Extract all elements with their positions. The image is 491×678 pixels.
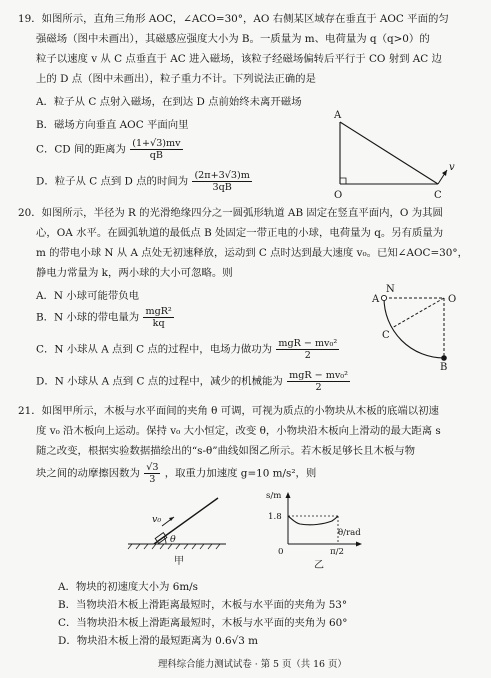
- q20-option-b: [36, 306, 175, 329]
- q20-label-c: C: [382, 330, 390, 341]
- q20-option-b-fraction: [143, 306, 173, 329]
- q21-tick-pi-2: π/2: [330, 547, 345, 557]
- q21-label-jia: 甲: [174, 556, 184, 567]
- frac-num: mgR²: [145, 306, 172, 317]
- frac-num: (1+√3)mv: [132, 138, 181, 149]
- frac-num: √3: [146, 462, 159, 473]
- q20-option-d-text: D．N 小球从 A 点到 C 点的过程中，减少的机械能为: [36, 375, 283, 388]
- q19-option-c-fraction: [130, 138, 182, 161]
- q21-line4: [36, 462, 316, 485]
- frac-den: kq: [152, 318, 165, 329]
- q21-option-c: C．当物块沿木板上滑距离最短时，木板与水平面的夹角为 60°: [58, 617, 348, 629]
- frac-num: mgR − mv₀²: [289, 370, 348, 381]
- q19-option-d-text: D．粒子从 C 点到 D 点的时间为: [36, 175, 189, 188]
- q21-line4-text-post: ，取重力加速度 g=10 m/s²，则: [164, 467, 317, 480]
- q19-label-c: C: [434, 190, 442, 201]
- page-footer: 理科综合能力测试试卷 · 第 5 页（共 16 页）: [158, 659, 347, 670]
- q20-option-b-text: B．N 小球的带电量为: [36, 311, 140, 324]
- q20-option-d: [36, 370, 351, 393]
- q21-axis-s-label: s/m: [266, 491, 282, 501]
- frac-den: 3: [149, 474, 156, 485]
- q19-option-c-text: C．CD 间的距离为: [36, 143, 126, 156]
- q21-option-b: B．当物块沿木板上滑距离最短时，木板与水平面的夹角为 53°: [58, 599, 348, 611]
- q20-label-o: O: [448, 294, 457, 305]
- q19-option-d: [36, 170, 253, 193]
- frac-num: mgR − mv₀²: [278, 338, 338, 349]
- q20-option-a: A．N 小球可能带负电: [36, 290, 140, 302]
- q20-option-c: [36, 338, 340, 361]
- q20-label-a: A: [372, 294, 380, 305]
- q21-label-yi: 乙: [314, 560, 324, 571]
- q20-label-n: N: [386, 284, 395, 295]
- q20-line4: 静电力常量为 k，两小球的大小可忽略。则: [36, 267, 233, 279]
- q21-incline-figure-jia: [126, 492, 230, 572]
- q21-tick-1-8: 1.8: [268, 512, 282, 522]
- frac-den: 2: [315, 382, 322, 393]
- q21-line3: 随之改变，根据实验数据描绘出的“s-θ”曲线如图乙所示。若木板足够长且木板与物: [36, 445, 416, 457]
- q21-label-v0: v₀: [152, 514, 162, 525]
- q21-option-a: A．物块的初速度大小为 6m/s: [58, 581, 199, 593]
- q19-line4: 上的 D 点（图中未画出），粒子重力不计。下列说法正确的是: [36, 73, 316, 85]
- q20-option-d-fraction: [287, 370, 350, 393]
- q21-line2: 度 v₀ 沿木板向上运动。保持 v₀ 大小恒定，改变 θ，小物块沿木板向上滑动的最大距离 s: [36, 425, 441, 437]
- q19-label-a: A: [334, 110, 342, 121]
- q19-line2: 强磁场（图中未画出），其磁感应强度大小为 B。一质量为 m、电荷量为 q（q>0）的: [36, 33, 430, 45]
- q19-triangle-figure: [320, 104, 462, 204]
- frac-den: qB: [149, 150, 163, 161]
- q20-label-b: B: [440, 362, 448, 372]
- q20-arc-figure: [364, 282, 470, 372]
- q19-line3: 粒子以速度 v 从 C 点垂直于 AC 进入磁场，该粒子经磁场偏转后平行于 CO 射到 AC 边: [36, 53, 442, 65]
- frac-num: (2π+3√3)m: [194, 170, 250, 181]
- q19-label-o: O: [334, 190, 343, 201]
- q19-label-v: v: [449, 162, 455, 173]
- q19-option-d-fraction: [192, 170, 251, 193]
- q21-tick-0: 0: [278, 547, 284, 557]
- q19-option-c: [36, 138, 184, 161]
- q20-option-c-text: C．N 小球从 A 点到 C 点的过程中，电场力做功为: [36, 343, 273, 356]
- q20-line3: m 的带电小球 N 从 A 点处无初速释放，运动到 C 点时达到最大速度 v₀。已知∠AOC=30°，: [36, 247, 468, 259]
- q19-option-b: B．磁场方向垂直 AOC 平面向里: [36, 119, 189, 131]
- q21-friction-fraction: [144, 462, 160, 485]
- q20-option-c-fraction: [276, 338, 339, 361]
- q21-label-theta: θ: [170, 534, 176, 545]
- q19-line1: 19．如图所示，直角三角形 AOC，∠ACO=30°，AO 右侧某区域存在垂直于 AOC 平面的匀: [18, 13, 449, 25]
- q20-line1: 20．如图所示，半径为 R 的光滑绝缘四分之一圆弧形轨道 AB 固定在竖直平面内，O 为其圆: [18, 207, 443, 219]
- q21-axis-theta-label: θ/rad: [338, 528, 361, 538]
- q20-line2: 心，OA 水平。在圆弧轨道的最低点 B 处固定一带正电的小球，电荷量为 q。另有质量为: [36, 227, 444, 239]
- q21-line1: 21．如图甲所示，木板与水平面间的夹角 θ 可调，可视为质点的小物块从木板的底端以初速: [18, 405, 439, 417]
- q21-line4-text: 块之间的动摩擦因数为: [36, 467, 140, 480]
- frac-den: 3qB: [212, 182, 232, 193]
- q21-option-d: D．物块沿木板上滑的最短距离为 0.6√3 m: [58, 635, 259, 647]
- frac-den: 2: [304, 350, 311, 361]
- q19-option-a: A．粒子从 C 点射入磁场，在到达 D 点前始终未离开磁场: [36, 96, 302, 108]
- q21-s-theta-graph-yi: [262, 488, 372, 578]
